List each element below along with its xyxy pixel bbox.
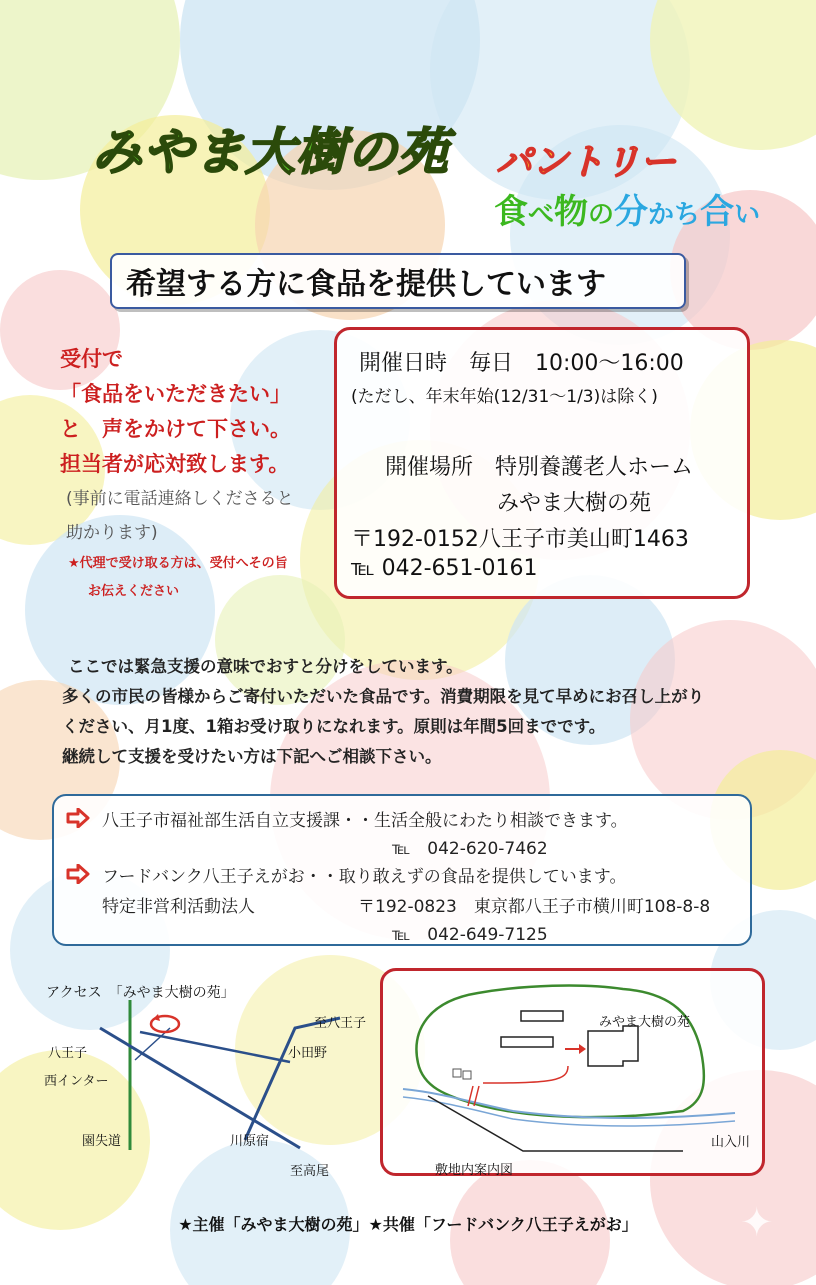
event-address: 〒192-0152八王子市美山町1463 [351,527,689,552]
description-text [62,652,762,772]
support-org-1-tel: ℡ 042-620-7462 [392,839,548,859]
description-line: 継続して支援を受けたい方は下記へご相談下さい。 [62,747,442,766]
map-label-enshudo: 園失道 [82,1134,122,1149]
map-label-hachioji: 八王子 [48,1046,88,1061]
map-label-to-takao: 至高尾 [290,1164,330,1179]
note-line: 担当者が応対致します。 [60,452,290,476]
access-title: アクセス 「みやま大樹の苑」 [46,985,235,1001]
event-date: 開催日時 毎日 10:00～16:00 [359,351,684,376]
map-label-west-ic: 西インター [44,1074,109,1089]
map-label-to-hachioji: 至八王子 [314,1016,367,1031]
event-info-box [334,327,750,599]
support-contacts-box [52,794,752,946]
headline-box [110,253,686,309]
event-place-name: みやま大樹の苑 [497,491,652,516]
description-line: ください、月1度、1箱お受け取りになれます。原則は年間5回までです。 [62,717,606,736]
site-map-caption: 敷地内案内図 [435,1163,514,1178]
support-org-2-type: 特定非営利活動法人 [102,897,255,917]
title-pantry: パントリー [496,142,677,183]
sparkle-icon: ✦ [740,1200,774,1246]
map-label-kawaharajuku: 川原宿 [230,1134,270,1149]
phone-note-line: 助かります) [66,523,158,543]
description-line: 多くの市民の皆様からご寄付いただいた食品です。消費期限を見て早めにお召し上がり [62,687,705,706]
support-org-1: 八王子市福祉部生活自立支援課・・生活全般にわたり相談できます。 [102,811,628,831]
proxy-note-line: ★代理で受け取る方は、受付へその旨 [68,556,288,571]
description-line: ここでは緊急支援の意味でおすと分けをしています。 [68,657,463,676]
reception-notes [60,342,330,606]
arrow-right-icon [66,864,90,884]
footer-organizers: ★主催「みやま大樹の苑」★共催「フードバンク八王子えがお」 [178,1215,638,1234]
arrow-right-icon [66,808,90,828]
note-line: 「食品をいただきたい」 [60,382,291,406]
site-map-box [380,968,765,1176]
title-subtitle: 食べ物の分かち合い [494,192,761,232]
site-label-river: 山入川 [711,1135,751,1150]
phone-note-line: (事前に電話連絡しくださると [66,489,294,509]
support-org-2-tel: ℡ 042-649-7125 [392,925,548,945]
site-label-facility: みやま大樹の苑 [599,1015,691,1030]
note-line: 受付で [60,347,123,371]
note-line: と 声をかけて下さい。 [60,417,291,441]
proxy-note-line: お伝えください [88,584,180,599]
event-tel: ℡ 042-651-0161 [351,556,538,581]
event-place: 開催場所 特別養護老人ホーム [385,455,694,480]
support-org-2-address: 〒192-0823 東京都八王子市横川町108-8-8 [358,897,711,917]
title-main: みやま大樹の苑 [92,123,449,181]
event-exception: (ただし、年末年始(12/31～1/3)は除く) [351,387,658,407]
support-org-2: フードバンク八王子えがお・・取り敢えずの食品を提供しています。 [102,867,627,887]
headline-text: 希望する方に食品を提供しています [126,267,606,302]
map-label-odano: 小田野 [288,1046,328,1061]
